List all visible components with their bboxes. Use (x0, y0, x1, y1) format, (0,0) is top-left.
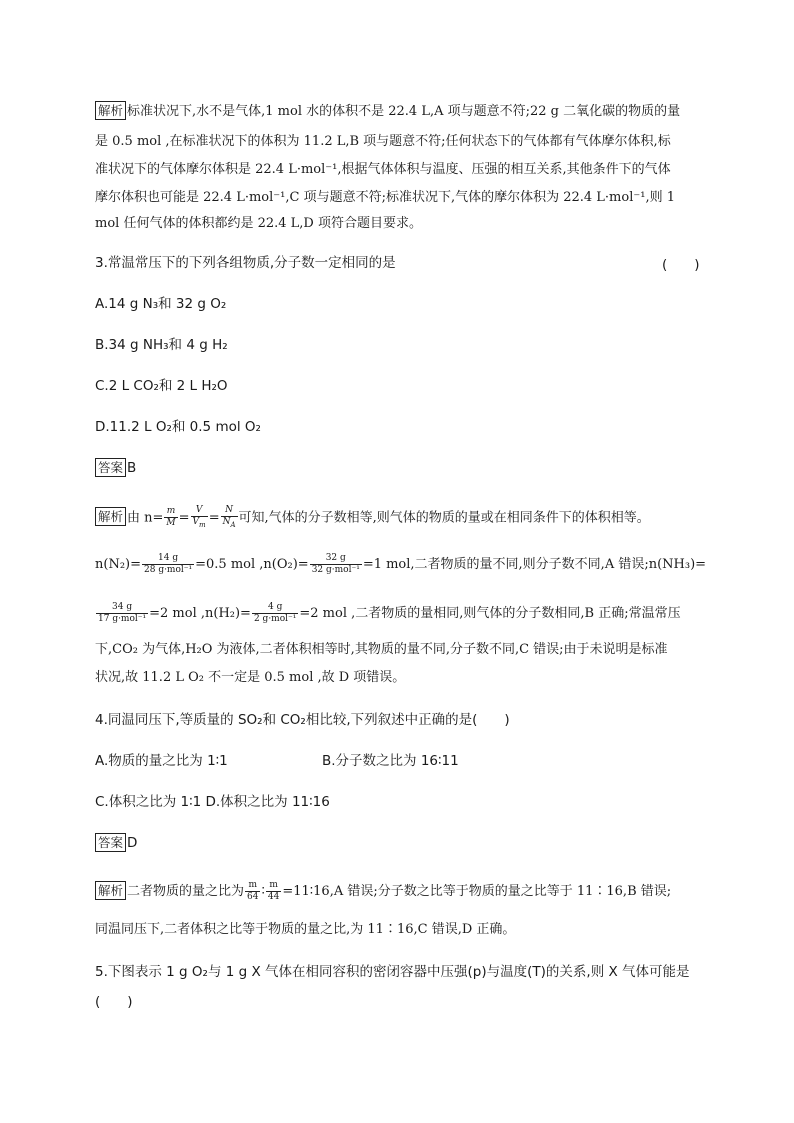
q4-analysis-line-1: 解析 二者物质的量之比为 $\frac{m}{64}$ ∶ $\frac{m}{44}$ =11∶16,A 错误;分子数之比等于物质的量之比等于 11∶16,B 错误; (95, 880, 671, 903)
analysis-tag: 解析 (95, 101, 126, 120)
q5-answer-paren: ( ) (95, 994, 133, 1010)
q3-analysis-line-3: $\frac{34 g}{\text{17 g·mol⁻¹}}$ =2 mol ,n(H₂)= $\frac{4 g}{\text{2 g·mol⁻¹}}$ =2 mol ,二者物质的量相同,则气体的分子数相同,B 正确;常温常压 (98, 602, 681, 624)
q3-option-d: D.11.2 L O₂和 0.5 mol O₂ (95, 419, 261, 435)
q3-option-a: A.14 g N₃和 32 g O₂ (95, 296, 227, 312)
analysis-tag: 解析 (95, 507, 126, 526)
fraction: $\frac{V}{V_m}$ (192, 505, 206, 529)
q4-answer-value: D (127, 835, 138, 851)
fraction: $\frac{4 g}{\text{2 g·mol⁻¹}}$ (253, 602, 297, 624)
fraction: $\frac{m}{44}$ (267, 880, 280, 902)
answer-tag: 答案 (95, 833, 126, 852)
fraction: $\frac{34 g}{\text{17 g·mol⁻¹}}$ (98, 602, 147, 624)
fraction: $\frac{14 g}{\text{28 g·mol⁻¹}}$ (144, 553, 193, 575)
fraction: $\frac{m}{64}$ (247, 880, 259, 902)
fraction: $\frac{m}{M}$ (166, 506, 176, 529)
analysis-line-5: mol 任何气体的体积都约是 22.4 L,D 项符合题目要求。 (95, 216, 422, 231)
analysis-tag: 解析 (95, 881, 126, 900)
q4-stem: 4.同温同压下,等质量的 SO₂和 CO₂相比较,下列叙述中正确的是( ) (95, 712, 510, 728)
analysis-line-2: 是 0.5 mol ,在标准状况下的体积为 11.2 L,B 项与题意不符;任何状态下的气体都有气体摩尔体积,标 (95, 134, 671, 149)
answer-tag: 答案 (95, 458, 126, 477)
q4-option-a: A.物质的量之比为 1∶1 (95, 753, 228, 769)
q3-analysis-line-4: 下,CO₂ 为气体,H₂O 为液体,二者体积相等时,其物质的量不同,分子数不同,C 错误;由于未说明是标准 (95, 642, 668, 657)
q3-analysis-line-1: 解析 由 n= $\frac{m}{M}$ = $\frac{V}{V_m}$ = $\frac{N}{N_A}$ 可知,气体的分子数相等,则气体的物质的量或在相同条件下的体积相等。 (95, 505, 650, 531)
analysis-line-1: 解析 标准状况下,水不是气体,1 mol 水的体积不是 22.4 L,A 项与题意不符;22 g 二氧化碳的物质的量 (95, 101, 680, 122)
q4-option-cd: C.体积之比为 1∶1 D.体积之比为 11∶16 (95, 794, 330, 810)
q3-answer (95, 458, 136, 478)
q3-analysis-line-2: n(N₂)= $\frac{14 g}{\text{28 g·mol⁻¹}}$ =0.5 mol ,n(O₂)= $\frac{32 g}{\text{32 g·mol⁻¹}}$ =1 mol,二者物质的量不同,则分子数不同,A 错误;n(NH₃)= (95, 553, 707, 575)
q4-option-b: B.分子数之比为 16∶11 (322, 753, 459, 769)
q3-analysis-line-5: 状况,故 11.2 L O₂ 不一定是 0.5 mol ,故 D 项错误。 (95, 670, 406, 685)
q4-analysis-line-2: 同温同压下,二者体积之比等于物质的量之比,为 11∶16,C 错误,D 正确。 (95, 922, 516, 937)
q3-stem: 3.常温常压下的下列各组物质,分子数一定相同的是 (95, 255, 396, 271)
fraction: $\frac{N}{N_A}$ (222, 505, 236, 529)
q3-option-b: B.34 g NH₃和 4 g H₂ (95, 337, 228, 353)
q3-answer-value: B (127, 460, 137, 476)
analysis-line-4: 摩尔体积也可能是 22.4 L·mol⁻¹,C 项与题意不符;标准状况下,气体的摩尔体积为 22.4 L·mol⁻¹,则 1 (95, 190, 675, 205)
q5-stem: 5.下图表示 1 g O₂与 1 g X 气体在相同容积的密闭容器中压强(p)与温度(T)的关系,则 X 气体可能是 (95, 964, 690, 980)
fraction: $\frac{32 g}{\text{32 g·mol⁻¹}}$ (311, 553, 360, 575)
q3-answer-paren: ( ) (662, 257, 700, 273)
analysis-line-3: 准状况下的气体摩尔体积是 22.4 L·mol⁻¹,根据气体体积与温度、压强的相互关系,其他条件下的气体 (95, 162, 671, 177)
q3-option-c: C.2 L CO₂和 2 L H₂O (95, 378, 228, 394)
q4-answer (95, 833, 137, 853)
